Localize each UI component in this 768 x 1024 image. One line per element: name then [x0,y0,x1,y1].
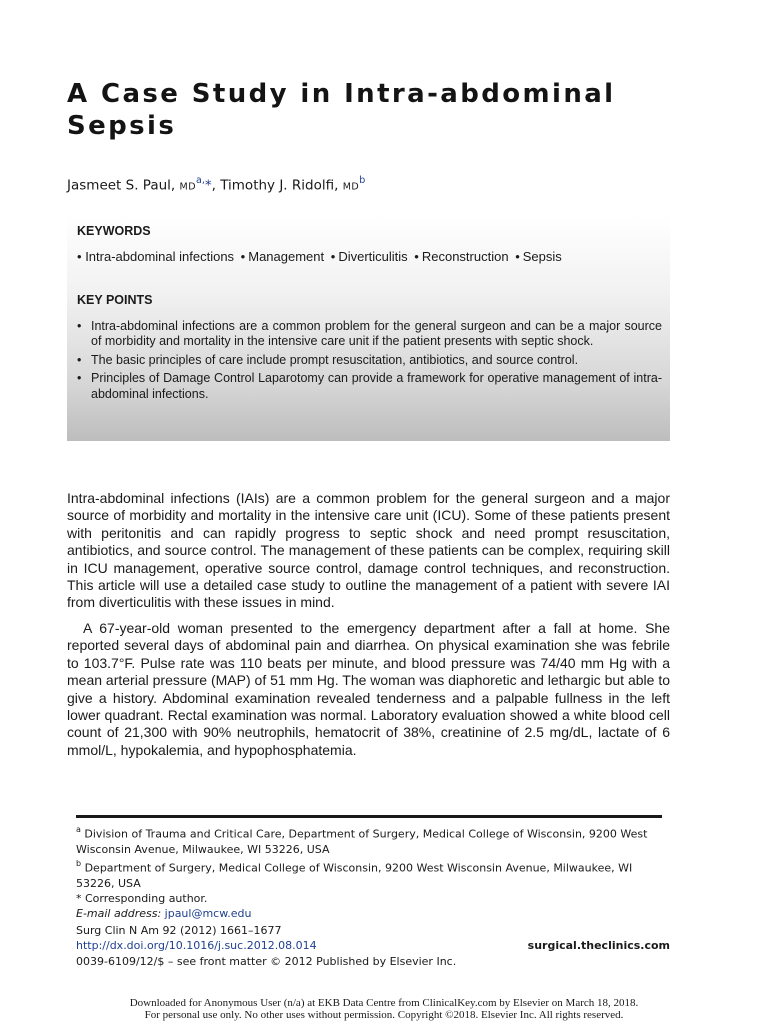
journal-site[interactable]: surgical.theclinics.com [527,939,670,953]
author-separator: , [211,177,216,194]
keywords-heading: KEYWORDS [77,224,151,238]
author-line [67,172,707,198]
footnote-a [76,823,666,857]
key-points-heading: KEY POINTS [77,293,153,307]
body-paragraph-2: A 67-year-old woman presented to the emergency department after a fall at home. She reported several days of abdominal pain and diarrhea. On physical examination she was febrile to 103.7°F. Pulse rate was 110 beats per minute, and blood pressure was 74/40 mm Hg with a mean arterial pressure (MAP) of 51 mm Hg. The woman was diaphoretic and lethargic but able to give a history. Abdominal examination revealed tenderness and a palpable fullness in the left lower quadrant. Rectal examination was normal. Laboratory evaluation showed a white blood cell count of 21,300 with 90% neutrophils, hematocrit of 38%, creatinine of 2.5 mg/dL, lactate of 6 mmol/L, hypokalemia, and hypophosphatemia. [67,620,670,758]
author-2-degree: MD [342,181,360,193]
key-points-list [77,319,662,405]
download-notice [40,997,728,1021]
author-1-degree: MD [179,181,197,193]
keyword-item: Reconstruction [421,249,509,264]
key-point-item: • Intra-abdominal infections are a common problem for the general surgeon and can be a major source of morbidity and mortality in the intensive care unit if the patient presents with septic shock. [77,319,662,350]
keyword-bullet: • [330,249,336,264]
article-title-line2: Sepsis [67,111,177,141]
keyword-bullet: • [414,249,419,264]
email-line [76,906,666,921]
footnote-b-text: Department of Surgery, Medical College of Wisconsin, 9200 West Wisconsin Avenue, Milwaukee, WI 53226, USA [76,861,633,890]
keyword-item: Intra-abdominal infections [85,249,235,264]
author-2-affiliation-sup[interactable]: b [359,175,366,186]
download-notice-line2: For personal use only. No other uses without permission. Copyright ©2018. Elsevier Inc. All rights reserved. [144,1009,624,1021]
corresponding-author-star[interactable]: * [204,177,212,194]
keyword-item: Management [248,249,325,264]
keyword-bullet: • [240,249,246,264]
footnote-a-text: Division of Trauma and Critical Care, Department of Surgery, Medical College of Wisconsin, 9200 West Wisconsin Avenue, Milwaukee, WI 53226, USA [76,827,648,856]
keyword-item: Sepsis [522,249,562,264]
keyword-bullet: • [77,249,82,264]
keyword-bullet: • [515,249,520,264]
footnotes [76,823,666,922]
footnote-a-sup: a [76,825,81,834]
footnote-divider [76,815,662,818]
email-link[interactable]: jpaul@mcw.edu [164,907,252,921]
email-label: E-mail address: [76,907,162,921]
author-1-name: Jasmeet S. Paul, [67,177,176,194]
footnote-b [76,857,666,891]
keyword-item: Diverticulitis [338,249,408,264]
article-title [67,78,707,142]
corresponding-author-note: * Corresponding author. [76,892,208,906]
keywords-keypoints-box [67,216,670,441]
author-1-affiliation-sup[interactable]: a, [196,175,205,186]
key-point-item: • Principles of Damage Control Laparotomy can provide a framework for operative management of intra-abdominal infections. [77,371,662,402]
body-paragraph-1: Intra-abdominal infections (IAIs) are a common problem for the general surgeon and a major source of morbidity and mortality in the intensive care unit (ICU). Some of these patients present with peritonitis and can rapidly progress to septic shock and need prompt resuscitation, antibiotics, and source control. The management of these patients can be complex, requiring skill in ICU management, operative source control, damage control techniques, and reconstruction. This article will use a detailed case study to outline the management of a patient with severe IAI from diverticulitis with these issues in mind. [67,490,670,611]
author-2-name: Timothy J. Ridolfi, [220,177,339,194]
journal-citation: Surg Clin N Am 92 (2012) 1661–1677 [76,924,282,937]
key-point-item: • The basic principles of care include prompt resuscitation, antibiotics, and source control. [77,353,662,368]
journal-info [76,923,670,969]
article-title-line1: A Case Study in Intra-abdominal [67,79,616,109]
keywords-list [77,248,667,266]
copyright-line: 0039-6109/12/$ – see front matter © 2012 Published by Elsevier Inc. [76,954,457,968]
download-notice-line1: Downloaded for Anonymous User (n/a) at EKB Data Centre from ClinicalKey.com by Elsevier on March 18, 2018. [129,997,639,1009]
footnote-b-sup: b [76,859,82,869]
doi-link[interactable]: http://dx.doi.org/10.1016/j.suc.2012.08.014 [76,939,317,953]
